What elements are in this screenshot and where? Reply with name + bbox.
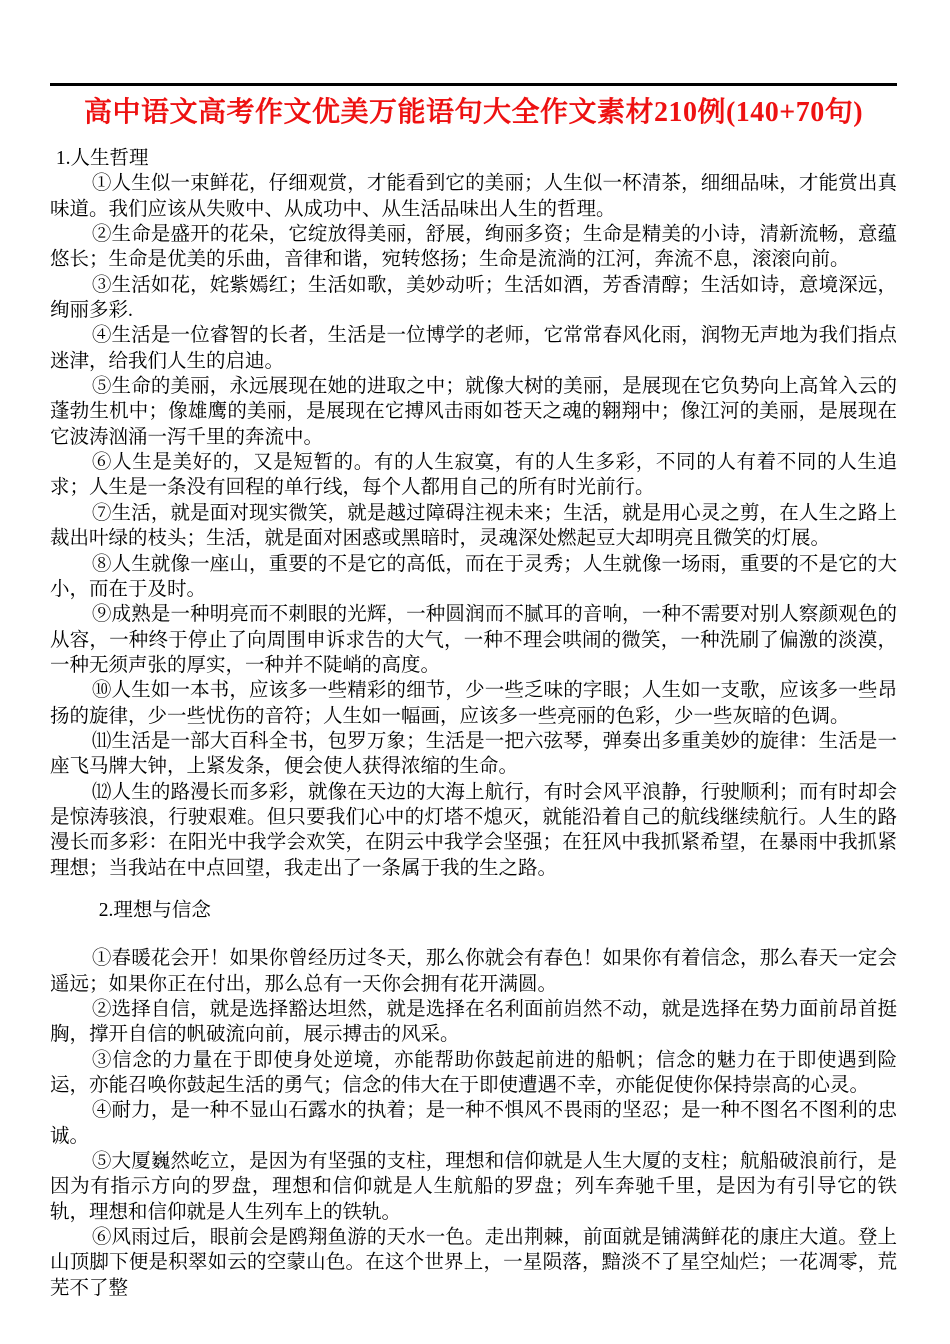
page-title: 高中语文高考作文优美万能语句大全作文素材210例(140+70句): [83, 97, 864, 128]
section: [50, 898, 897, 1301]
document-body: [50, 146, 897, 1301]
paragraph: ⑧人生就像一座山，重要的不是它的高低，而在于灵秀；人生就像一场雨，重要的不是它的大小，而在于及时。: [50, 553, 897, 600]
paragraph: ①春暖花会开！如果你曾经历过冬天，那么你就会有春色！如果你有着信念，那么春天一定会遥远；如果你正在付出，那么总有一天你会拥有花开满圆。: [50, 948, 897, 995]
paragraph: ③信念的力量在于即使身处逆境，亦能帮助你鼓起前进的船帆；信念的魅力在于即使遇到险运，亦能召唤你鼓起生活的勇气；信念的伟大在于即使遭遇不幸，亦能促使你保持崇高的心灵。: [50, 1049, 897, 1097]
paragraph: ⑥人生是美好的，又是短暂的。有的人生寂寞，有的人生多彩，不同的人有着不同的人生追求；人生是一条没有回程的单行线，每个人都用自己的所有时光前行。: [50, 452, 897, 499]
paragraph: ①人生似一束鲜花，仔细观赏，才能看到它的美丽；人生似一杯清茶，细细品味，才能赏出真味道。我们应该从失败中、从成功中、从生活品味出人生的哲理。: [50, 173, 897, 220]
paragraph: ⑩人生如一本书，应该多一些精彩的细节，少一些乏味的字眼；人生如一支歌，应该多一些昂扬的旋律，少一些忧伤的音符；人生如一幅画，应该多一些亮丽的色彩，少一些灰暗的色调。: [50, 680, 897, 727]
section-heading: 1.人生哲理: [55, 148, 149, 169]
paragraph: ⑤大厦巍然屹立，是因为有坚强的支柱，理想和信仰就是人生大厦的支柱；航船破浪前行，是因为有指示方向的罗盘，理想和信仰就是人生航船的罗盘；列车奔驰千里，是因为有引导它的铁轨，理想和信仰就是人生列车上的铁轨。: [50, 1151, 897, 1223]
paragraph: ⑥风雨过后，眼前会是鸥翔鱼游的天水一色。走出荆棘，前面就是铺满鲜花的康庄大道。登上山顶脚下便是积翠如云的空蒙山色。在这个世界上，一星陨落，黯淡不了星空灿烂；一花凋零，荒芜不了整: [50, 1227, 897, 1299]
paragraph: ⑤生命的美丽，永远展现在她的进取之中；就像大树的美丽，是展现在它负势向上高耸入云的蓬勃生机中；像雄鹰的美丽，是展现在它搏风击雨如苍天之魂的翱翔中；像江河的美丽，是展现在它波涛汹涌一泻千里的奔流中。: [50, 376, 897, 448]
paragraph: ⑿人生的路漫长而多彩，就像在天边的大海上航行，有时会风平浪静，行驶顺利；而有时却会是惊涛骇浪，行驶艰难。但只要我们心中的灯塔不熄灭，就能沿着自己的航线继续航行。人生的路漫长而多彩：在阳光中我学会欢笑，在阴云中我学会坚强；在狂风中我抓紧希望，在暴雨中我抓紧理想；当我站在中点回望，我走出了一条属于我的生之路。: [50, 781, 897, 879]
section-heading: 2.理想与信念: [98, 899, 211, 921]
paragraph: ③生活如花，姹紫嫣红；生活如歌，美妙动听；生活如酒，芳香清醇；生活如诗，意境深远，绚丽多彩.: [50, 274, 897, 322]
top-divider: [50, 83, 897, 86]
paragraph: ②选择自信，就是选择豁达坦然，就是选择在名利面前岿然不动，就是选择在势力面前昂首挺胸，撑开自信的帆破流向前，展示搏击的风采。: [50, 999, 897, 1046]
section: [50, 146, 897, 881]
paragraph: ⑨成熟是一种明亮而不刺眼的光辉，一种圆润而不腻耳的音响，一种不需要对别人察颜观色的从容，一种终于停止了向周围申诉求告的大气，一种不理会哄闹的微笑，一种洗刷了偏激的淡漠，一种无须声张的厚实，一种并不陡峭的高度。: [50, 604, 897, 676]
paragraph: ④耐力，是一种不显山石露水的执着；是一种不惧风不畏雨的坚忍；是一种不图名不图利的忠诚。: [50, 1100, 897, 1147]
paragraph: ⑦生活，就是面对现实微笑，就是越过障碍注视未来；生活，就是用心灵之剪，在人生之路上裁出叶绿的枝头；生活，就是面对困惑或黑暗时，灵魂深处燃起豆大却明亮且微笑的灯展。: [50, 502, 897, 550]
paragraph: ④生活是一位睿智的长者，生活是一位博学的老师，它常常春风化雨，润物无声地为我们指点迷津，给我们人生的启迪。: [50, 325, 897, 372]
paragraph: ⑾生活是一部大百科全书，包罗万象；生活是一把六弦琴，弹奏出多重美妙的旋律：生活是一座飞马牌大钟，上紧发条，便会使人获得浓缩的生命。: [50, 730, 897, 778]
paragraph: ②生命是盛开的花朵，它绽放得美丽，舒展，绚丽多资；生命是精美的小诗，清新流畅，意蕴悠长；生命是优美的乐曲，音律和谐，宛转悠扬；生命是流淌的江河，奔流不息，滚滚向前。: [50, 224, 897, 271]
